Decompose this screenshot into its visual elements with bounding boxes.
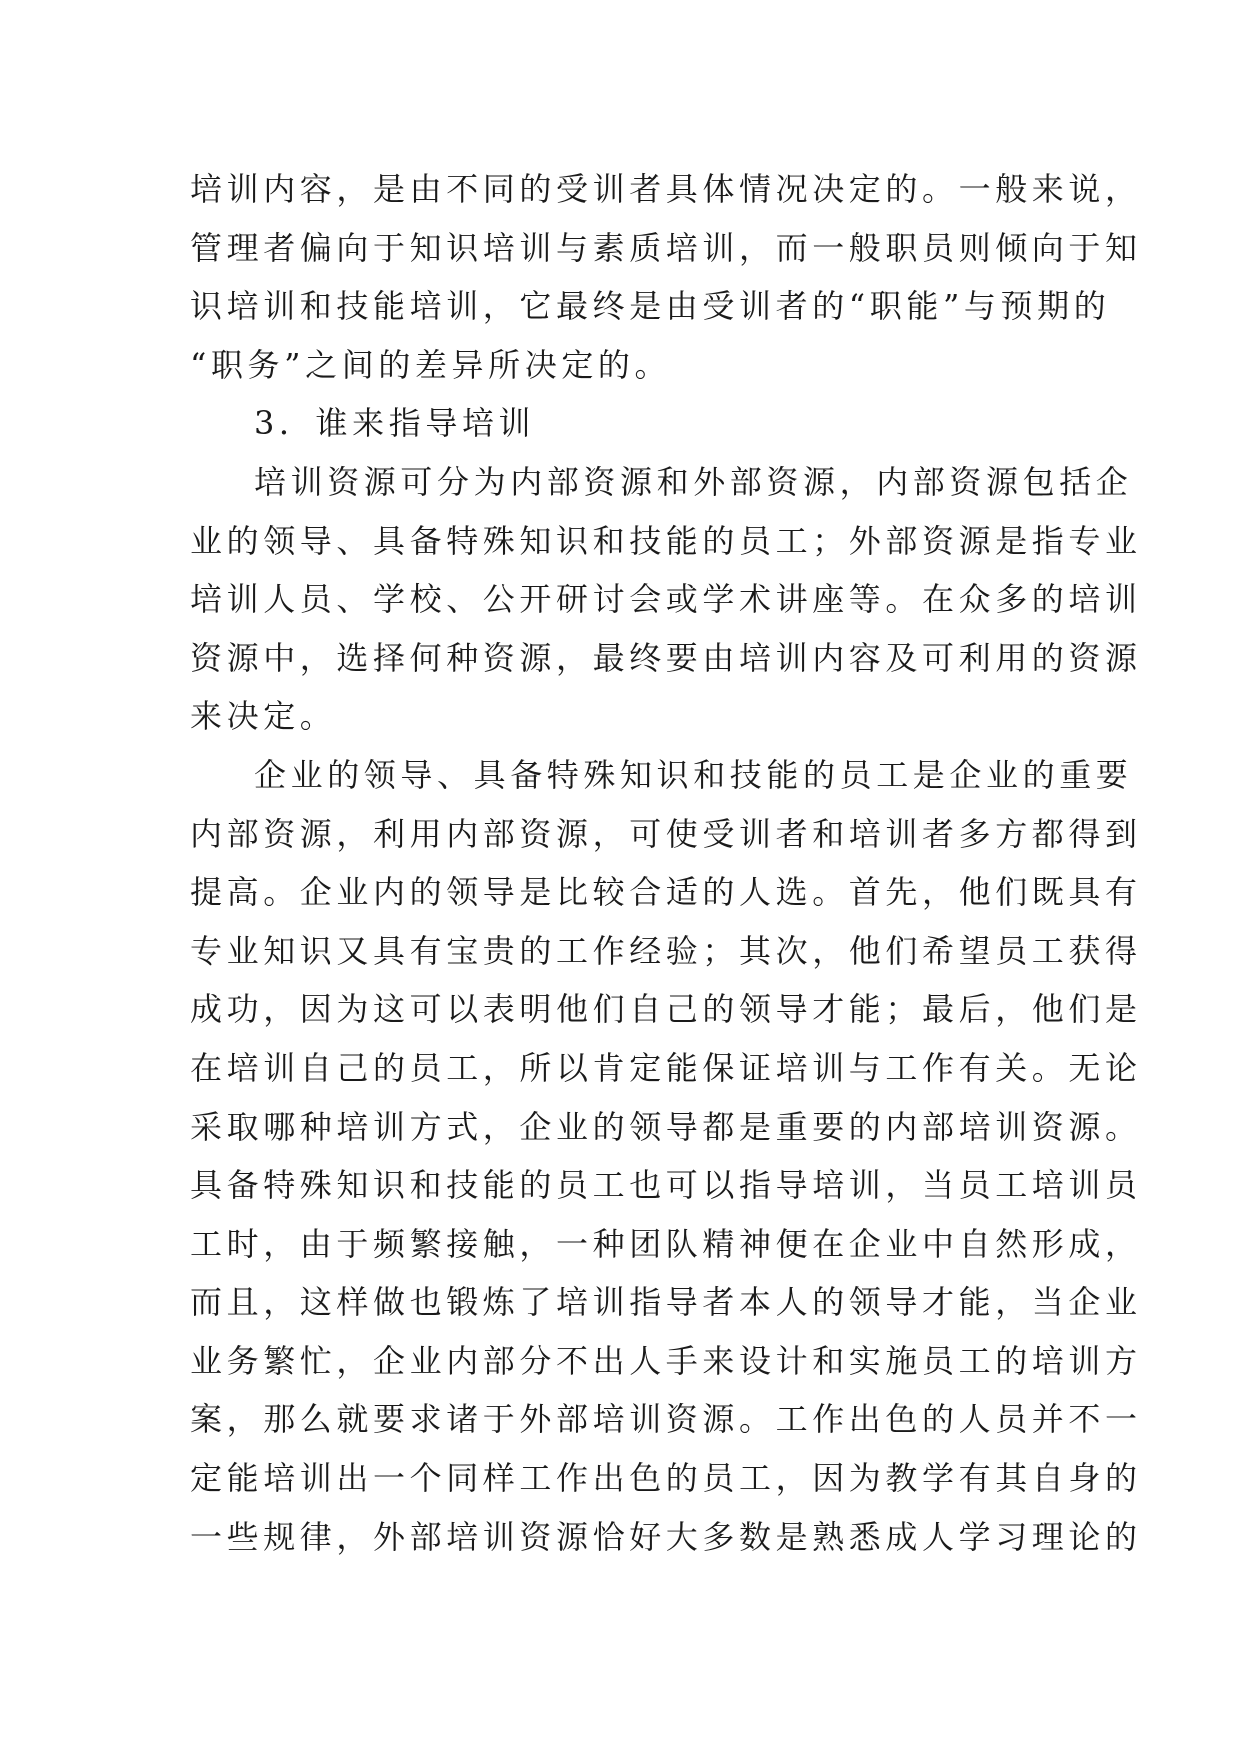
text-line: 工时，由于频繁接触，一种团队精神便在企业中自然形成， [190,1224,1142,1263]
text-line: “职务”之间的差异所决定的。 [190,345,672,384]
text-line: 专业知识又具有宝贵的工作经验；其次，他们希望员工获得 [190,931,1142,970]
text-line: 识培训和技能培训，它最终是由受训者的“职能”与预期的 [190,287,1111,326]
text-line: 一些规律，外部培训资源恰好大多数是熟悉成人学习理论的 [190,1517,1142,1556]
text-line: 而且，这样做也锻炼了培训指导者本人的领导才能，当企业 [190,1283,1142,1322]
text-line: 提高。企业内的领导是比较合适的人选。首先，他们既具有 [190,873,1142,912]
text-line: 管理者偏向于知识培训与素质培训，而一般职员则倾向于知 [190,228,1142,267]
text-line: 业的领导、具备特殊知识和技能的员工；外部资源是指专业 [190,521,1142,560]
paragraph-start-line: 企业的领导、具备特殊知识和技能的员工是企业的重要 [254,755,1133,794]
text-line: 培训内容，是由不同的受训者具体情况决定的。一般来说， [190,170,1142,208]
body-text [190,160,1142,1566]
text-line: 业务繁忙，企业内部分不出人手来设计和实施员工的培训方 [190,1341,1142,1380]
text-line: 来决定。 [190,697,337,736]
text-line: 定能培训出一个同样工作出色的员工，因为教学有其自身的 [190,1459,1142,1498]
text-line: 采取哪种培训方式，企业的领导都是重要的内部培训资源。 [190,1107,1142,1146]
text-line: 内部资源，利用内部资源，可使受训者和培训者多方都得到 [190,814,1142,853]
text-line: 培训人员、学校、公开研讨会或学术讲座等。在众多的培训 [190,580,1142,619]
text-line: 成功，因为这可以表明他们自己的领导才能；最后，他们是 [190,990,1142,1029]
text-line: 具备特殊知识和技能的员工也可以指导培训，当员工培训员 [190,1166,1142,1205]
paragraph-start-line: 培训资源可分为内部资源和外部资源，内部资源包括企 [254,462,1133,501]
text-line: 在培训自己的员工，所以肯定能保证培训与工作有关。无论 [190,1048,1142,1087]
text-line: 资源中，选择何种资源，最终要由培训内容及可利用的资源 [190,638,1142,677]
text-line: 案，那么就要求诸于外部培训资源。工作出色的人员并不一 [190,1400,1142,1439]
paragraph-start-line: 3．谁来指导培训 [254,404,536,443]
